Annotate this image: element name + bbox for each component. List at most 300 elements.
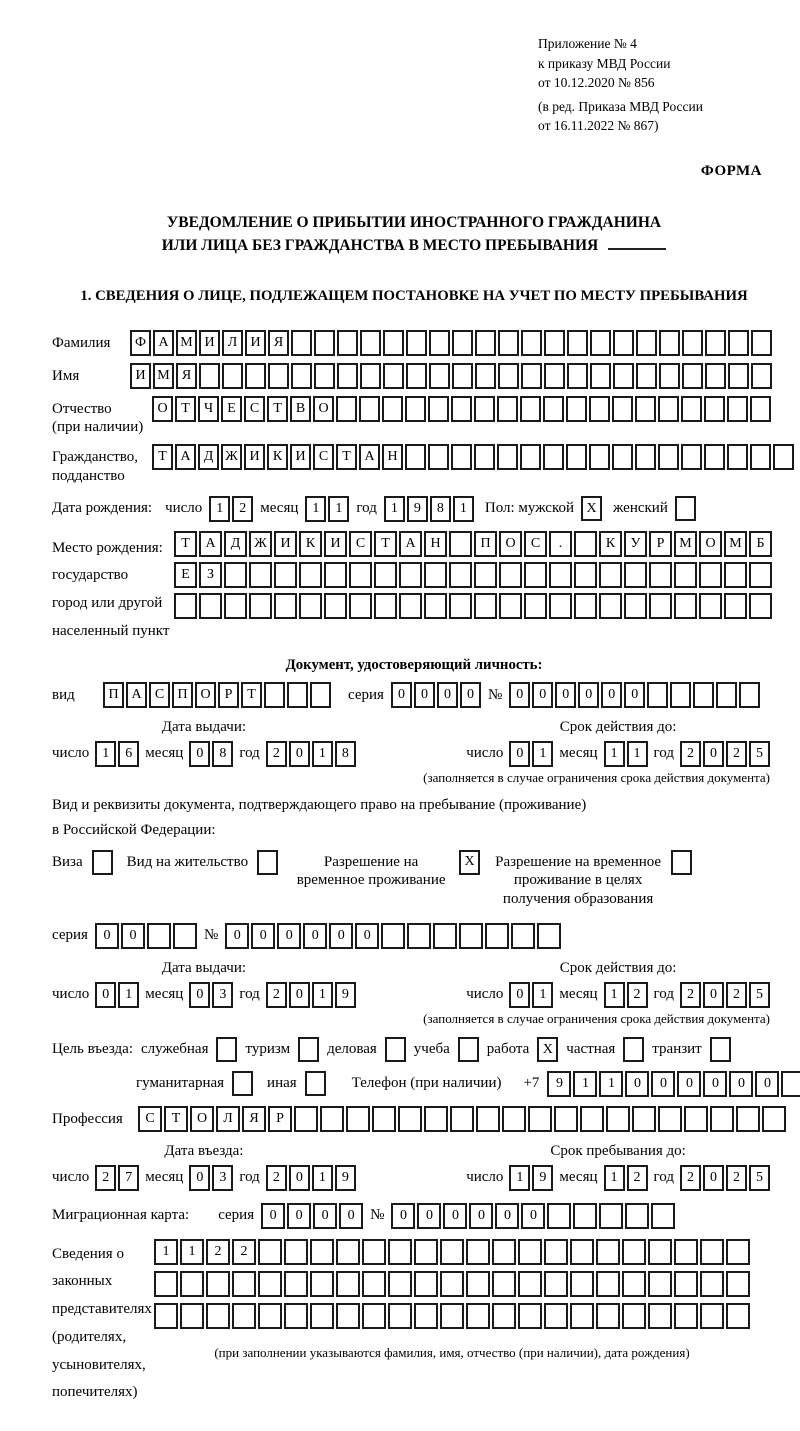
identity-doc-note: (заполняется в случае ограничения срока действия документа) (423, 769, 770, 785)
char-cell (537, 923, 561, 949)
stay-month-cells (604, 1165, 648, 1191)
char-cell: 1 (209, 496, 230, 522)
migration-card-line (52, 1203, 776, 1229)
char-cell (622, 1271, 646, 1297)
char-cell (383, 363, 404, 389)
char-cell: 0 (289, 741, 310, 767)
char-cell: Т (374, 531, 397, 557)
char-cell: Д (224, 531, 247, 557)
profession-label: Профессия (52, 1110, 123, 1127)
char-cell: 2 (726, 982, 747, 1008)
field-patronymic (52, 396, 776, 438)
char-cell (154, 1271, 178, 1297)
char-cell: . (549, 531, 572, 557)
char-cell: 0 (601, 682, 622, 708)
char-cell (674, 593, 697, 619)
char-cell: Ч (198, 396, 219, 422)
visit-purpose-row2: гуманитарная иная Телефон (при наличии) +7 9 1 1 0 0 0 0 0 0 (136, 1071, 776, 1097)
char-cell: У (624, 531, 647, 557)
char-cell (274, 562, 297, 588)
representatives-row2 (154, 1271, 750, 1297)
char-cell (222, 363, 243, 389)
section1-heading: 1. СВЕДЕНИЯ О ЛИЦЕ, ПОДЛЕЖАЩЕМ ПОСТАНОВКЕ НА УЧЕТ ПО МЕСТУ ПРЕБЫВАНИЯ (80, 288, 748, 305)
char-cell (682, 363, 703, 389)
char-cell: 0 (417, 1203, 441, 1229)
char-cell (440, 1303, 464, 1329)
char-cell: 2 (726, 1165, 747, 1191)
char-cell (383, 330, 404, 356)
char-cell (674, 1239, 698, 1265)
char-cell: Т (336, 444, 357, 470)
char-cell (658, 396, 679, 422)
char-cell: Л (216, 1106, 240, 1132)
char-cell: 1 (328, 496, 349, 522)
char-cell: 1 (305, 496, 326, 522)
char-cell: 9 (532, 1165, 553, 1191)
char-cell (647, 682, 668, 708)
birthplace-row1 (174, 531, 772, 557)
char-cell (199, 363, 220, 389)
year-label: год (239, 986, 260, 1003)
char-cell (544, 363, 565, 389)
birthplace-row3 (174, 593, 772, 619)
char-cell: С (149, 682, 170, 708)
char-cell (566, 444, 587, 470)
char-cell: 0 (189, 741, 210, 767)
phone-label: Телефон (при наличии) (351, 1075, 502, 1092)
stay-day-cells (509, 1165, 553, 1191)
char-cell (625, 1203, 649, 1229)
char-cell: 0 (703, 1071, 727, 1097)
char-cell (589, 444, 610, 470)
char-cell: М (176, 330, 197, 356)
char-cell (449, 562, 472, 588)
char-cell: 2 (232, 1239, 256, 1265)
char-cell (459, 923, 483, 949)
char-cell (424, 593, 447, 619)
field-given-name (52, 363, 776, 389)
valid-month-cells (604, 982, 648, 1008)
char-cell: 0 (625, 1071, 649, 1097)
char-cell: 0 (521, 1203, 545, 1229)
char-cell: 2 (627, 1165, 648, 1191)
char-cell (206, 1271, 230, 1297)
char-cell: А (359, 444, 380, 470)
char-cell: 1 (532, 741, 553, 767)
char-cell: П (474, 531, 497, 557)
char-cell: 0 (251, 923, 275, 949)
residence-series-label: серия (52, 927, 88, 944)
char-cell (249, 593, 272, 619)
char-cell: 0 (189, 1165, 210, 1191)
char-cell: Р (649, 531, 672, 557)
char-cell (549, 562, 572, 588)
arrival-date-header: Дата въезда: (164, 1142, 244, 1159)
char-cell (429, 363, 450, 389)
entry-dates (52, 1142, 776, 1191)
char-cell (570, 1239, 594, 1265)
char-cell (466, 1271, 490, 1297)
char-cell (497, 396, 518, 422)
char-cell (674, 1303, 698, 1329)
char-cell: 1 (180, 1239, 204, 1265)
arrival-month-cells (189, 1165, 233, 1191)
char-cell (543, 396, 564, 422)
char-cell: 0 (313, 1203, 337, 1229)
char-cell (649, 562, 672, 588)
char-cell: К (267, 444, 288, 470)
char-cell (724, 593, 747, 619)
char-cell (658, 444, 679, 470)
surname-cells (130, 330, 772, 356)
day-label: число (52, 986, 90, 1003)
char-cell (405, 396, 426, 422)
issue-day-cells (95, 982, 139, 1008)
char-cell (399, 562, 422, 588)
char-cell (154, 1303, 178, 1329)
title-blank-underline (608, 234, 666, 250)
char-cell: 1 (312, 982, 333, 1008)
char-cell: Ф (130, 330, 151, 356)
char-cell (492, 1239, 516, 1265)
char-cell: Ж (249, 531, 272, 557)
char-cell: М (724, 531, 747, 557)
char-cell (388, 1239, 412, 1265)
char-cell (736, 1106, 760, 1132)
identity-number-cells (509, 682, 760, 708)
char-cell (599, 593, 622, 619)
char-cell: 0 (289, 1165, 310, 1191)
issue-date-header: Дата выдачи: (161, 719, 247, 736)
purpose-transit-checkbox (710, 1037, 731, 1062)
char-cell (727, 444, 748, 470)
char-cell (476, 1106, 500, 1132)
char-cell (567, 330, 588, 356)
sex-female-label: женский (613, 500, 668, 517)
char-cell (521, 330, 542, 356)
char-cell: 0 (95, 982, 116, 1008)
field-profession (52, 1106, 776, 1132)
char-cell (173, 923, 197, 949)
char-cell (245, 363, 266, 389)
char-cell (424, 562, 447, 588)
char-cell (528, 1106, 552, 1132)
char-cell (287, 682, 308, 708)
char-cell: О (195, 682, 216, 708)
char-cell: 2 (680, 1165, 701, 1191)
char-cell (574, 562, 597, 588)
char-cell: 1 (312, 1165, 333, 1191)
char-cell: 2 (627, 982, 648, 1008)
option-temp-residence: Разрешение на временное проживание X (292, 850, 480, 891)
identity-doc-line (52, 682, 776, 708)
month-label: месяц (559, 1169, 598, 1186)
char-cell: В (290, 396, 311, 422)
char-cell (681, 396, 702, 422)
year-label: год (239, 745, 260, 762)
char-cell (451, 396, 472, 422)
char-cell (728, 330, 749, 356)
month-label: месяц (260, 500, 299, 517)
residence-number-label: № (203, 927, 219, 944)
char-cell (449, 593, 472, 619)
char-cell (299, 593, 322, 619)
char-cell: А (126, 682, 147, 708)
char-cell: 0 (495, 1203, 519, 1229)
birthplace-label: Место рождения: государство город или другой населенный пункт (52, 539, 170, 639)
form-title-line2: ИЛИ ЛИЦА БЕЗ ГРАЖДАНСТВА В МЕСТО ПРЕБЫВАНИЯ (52, 234, 776, 257)
purpose-private-checkbox (623, 1037, 644, 1062)
char-cell (485, 923, 509, 949)
char-cell (684, 1106, 708, 1132)
issue-year-cells (266, 741, 356, 767)
char-cell (544, 330, 565, 356)
char-cell (180, 1303, 204, 1329)
char-cell: 0 (287, 1203, 311, 1229)
char-cell: 2 (232, 496, 253, 522)
char-cell: Р (218, 682, 239, 708)
surname-label: Фамилия (52, 334, 111, 351)
month-label: месяц (559, 745, 598, 762)
char-cell (314, 363, 335, 389)
char-cell: 2 (266, 741, 287, 767)
valid-day-cells (509, 982, 553, 1008)
char-cell: 0 (469, 1203, 493, 1229)
char-cell (648, 1271, 672, 1297)
char-cell (359, 396, 380, 422)
valid-date-header: Срок действия до: (559, 719, 677, 736)
char-cell (596, 1239, 620, 1265)
char-cell (658, 1106, 682, 1132)
stay-year-cells (680, 1165, 770, 1191)
char-cell: 0 (624, 682, 645, 708)
char-cell (474, 444, 495, 470)
char-cell (524, 593, 547, 619)
char-cell: 1 (384, 496, 405, 522)
identity-kind-label: вид (52, 686, 75, 703)
char-cell (492, 1271, 516, 1297)
char-cell: 0 (303, 923, 327, 949)
char-cell (520, 396, 541, 422)
char-cell: О (499, 531, 522, 557)
char-cell: 0 (755, 1071, 779, 1097)
char-cell (405, 444, 426, 470)
char-cell: 6 (118, 741, 139, 767)
char-cell (451, 444, 472, 470)
char-cell (648, 1303, 672, 1329)
char-cell (258, 1239, 282, 1265)
char-cell: 1 (118, 982, 139, 1008)
migration-series-label: серия (218, 1207, 255, 1224)
char-cell (414, 1303, 438, 1329)
char-cell: О (699, 531, 722, 557)
representatives-cells (154, 1239, 750, 1361)
char-cell (635, 396, 656, 422)
char-cell (574, 531, 597, 557)
char-cell (674, 1271, 698, 1297)
char-cell (570, 1271, 594, 1297)
birth-month-cells (305, 496, 349, 522)
stay-until-header: Срок пребывания до: (550, 1142, 686, 1159)
purpose-business-checkbox (385, 1037, 406, 1062)
char-cell (590, 330, 611, 356)
char-cell: 0 (437, 682, 458, 708)
purpose-tourism-checkbox (298, 1037, 319, 1062)
char-cell: 0 (443, 1203, 467, 1229)
option-residence-permit: Вид на жительство (127, 850, 278, 875)
char-cell: 5 (749, 741, 770, 767)
char-cell: И (130, 363, 151, 389)
char-cell: Я (242, 1106, 266, 1132)
char-cell (543, 444, 564, 470)
char-cell (566, 396, 587, 422)
char-cell (599, 1203, 623, 1229)
char-cell: Д (198, 444, 219, 470)
patronymic-cells (152, 396, 771, 422)
char-cell: И (324, 531, 347, 557)
char-cell: 1 (604, 1165, 625, 1191)
char-cell (466, 1303, 490, 1329)
patronymic-label: Отчество (при наличии) (52, 400, 144, 436)
char-cell (751, 330, 772, 356)
issue-date-header: Дата выдачи: (161, 959, 247, 976)
char-cell (762, 1106, 786, 1132)
char-cell (428, 396, 449, 422)
char-cell: Н (382, 444, 403, 470)
char-cell (549, 593, 572, 619)
char-cell: Л (222, 330, 243, 356)
char-cell: С (524, 531, 547, 557)
residence-doc-dates (52, 959, 776, 1008)
char-cell (674, 562, 697, 588)
char-cell (622, 1303, 646, 1329)
char-cell (599, 562, 622, 588)
char-cell: 1 (627, 741, 648, 767)
char-cell: Т (152, 444, 173, 470)
char-cell: 0 (677, 1071, 701, 1097)
char-cell (502, 1106, 526, 1132)
stay-until-date (466, 1142, 770, 1191)
char-cell (498, 330, 519, 356)
char-cell: 1 (509, 1165, 530, 1191)
char-cell (291, 330, 312, 356)
char-cell (544, 1271, 568, 1297)
char-cell: Т (164, 1106, 188, 1132)
month-label: месяц (145, 986, 184, 1003)
char-cell (346, 1106, 370, 1132)
identity-number-label: № (487, 686, 503, 703)
char-cell (554, 1106, 578, 1132)
char-cell (649, 593, 672, 619)
birthplace-row2 (174, 562, 772, 588)
visit-purpose-row1: Цель въезда: служебная туризм деловая учеба работа X частная транзит (52, 1037, 776, 1062)
char-cell: 0 (355, 923, 379, 949)
char-cell (613, 330, 634, 356)
char-cell (636, 363, 657, 389)
char-cell (699, 593, 722, 619)
header-amendment-line: от 16.11.2022 № 867) (538, 118, 659, 134)
migration-series-cells (261, 1203, 363, 1229)
citizenship-label: Гражданство, подданство (52, 449, 139, 484)
char-cell (381, 923, 405, 949)
residence-doc-note: (заполняется в случае ограничения срока действия документа) (423, 1010, 770, 1026)
char-cell (773, 444, 794, 470)
char-cell (521, 363, 542, 389)
residence-doc-series-line (52, 923, 776, 949)
char-cell: 0 (329, 923, 353, 949)
char-cell: 9 (335, 1165, 356, 1191)
day-label: число (52, 745, 90, 762)
char-cell: П (172, 682, 193, 708)
char-cell (310, 1239, 334, 1265)
day-label: число (466, 745, 504, 762)
purpose-work-checkbox: X (537, 1037, 558, 1062)
char-cell (524, 562, 547, 588)
char-cell (705, 363, 726, 389)
char-cell (291, 363, 312, 389)
char-cell (475, 363, 496, 389)
month-label: месяц (145, 1169, 184, 1186)
char-cell: 0 (509, 741, 530, 767)
char-cell (362, 1303, 386, 1329)
char-cell: 0 (277, 923, 301, 949)
day-label: число (52, 1169, 90, 1186)
header-amendment-line: (в ред. Приказа МВД России (538, 98, 703, 114)
char-cell (452, 330, 473, 356)
char-cell (284, 1271, 308, 1297)
char-cell (726, 1239, 750, 1265)
year-label: год (239, 1169, 260, 1186)
issue-month-cells (189, 741, 233, 767)
sex-female-checkbox (675, 496, 696, 521)
char-cell: С (313, 444, 334, 470)
char-cell (232, 1271, 256, 1297)
char-cell: 0 (555, 682, 576, 708)
char-cell: 1 (312, 741, 333, 767)
option-temp-residence-education: Разрешение на временное проживание в целях получения образования (494, 850, 692, 909)
temp-residence-education-checkbox (671, 850, 692, 875)
representatives-row1 (154, 1239, 750, 1265)
char-cell: Р (268, 1106, 292, 1132)
char-cell: Б (749, 531, 772, 557)
char-cell: С (244, 396, 265, 422)
month-label: месяц (559, 986, 598, 1003)
char-cell: О (190, 1106, 214, 1132)
char-cell: А (199, 531, 222, 557)
char-cell: 1 (604, 982, 625, 1008)
char-cell: 3 (212, 982, 233, 1008)
char-cell: 0 (189, 982, 210, 1008)
given-name-label: Имя (52, 367, 80, 384)
char-cell (622, 1239, 646, 1265)
char-cell (518, 1239, 542, 1265)
char-cell (324, 562, 347, 588)
char-cell (727, 396, 748, 422)
sex-male-checkbox: X (581, 496, 602, 521)
month-label: месяц (145, 745, 184, 762)
char-cell (433, 923, 457, 949)
char-cell (406, 330, 427, 356)
char-cell (726, 1303, 750, 1329)
char-cell: 1 (453, 496, 474, 522)
char-cell: И (245, 330, 266, 356)
char-cell (474, 562, 497, 588)
char-cell (612, 444, 633, 470)
char-cell (388, 1303, 412, 1329)
field-citizenship (52, 444, 776, 486)
valid-year-cells (680, 982, 770, 1008)
sex-male-label: Пол: мужской (484, 500, 575, 517)
